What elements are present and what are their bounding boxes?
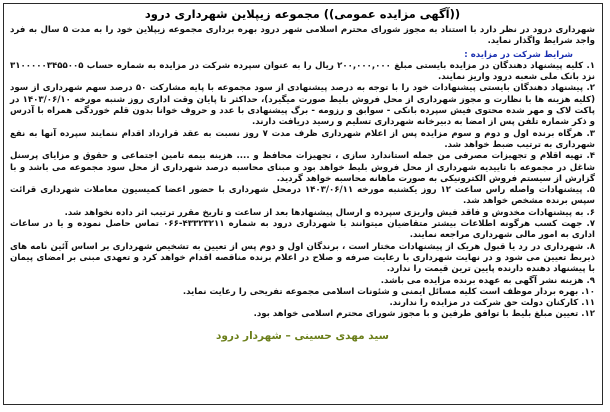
condition-item: ۵. پیشنهادات واصله راس ساعت ۱۲ روز یکشنبه مورخه ۱۴۰۳/۰۶/۱۱ درمحل شهرداری با حضور اعضا کمیسیون معاملات شهرداری قرائت سپس برنده مشخص خواهد شد. bbox=[10, 185, 595, 207]
notice-body bbox=[4, 4, 602, 343]
notice-intro: شهرداری درود در نظر دارد با استناد به مجوز شورای محترم اسلامی شهر درود بهره برداری مجموعه زیپلاین خود را به مدت ۵ سال به فرد واجد شرایط واگذار نماید. bbox=[10, 25, 596, 47]
condition-item: ۲. پیشنهاد دهندگان بایستی پیشنهادات خود را با توجه به درصد پیشنهادی از سود مجموعه با پایه مشارکت ۵۰ درصد سهم شهرداری از سود (کلیه هزینه ها با نظارت و مجوز شهرداری از محل فروش بلیط صورت میگیرد)، حداکثر تا پایان وقت اداری روز شنبه مورخه ۱۴۰۳/۰۶/۱۰ در پاکت لاک و مهر شده محتوی فیش سپرده بانکی - سوابق و رزومه - برگ پیشنهادی با عدد و حروف خوانا بدون قلم خوردگی همراه با آدرس و ذکر شماره تلفن پس از امضا به دبیرخانه شهرداری تسلیم و رسید دریافت دارند. bbox=[10, 83, 595, 128]
condition-item: ۱۱. کارکنان دولت حق شرکت در مزایده را ندارند. bbox=[389, 298, 595, 309]
condition-item: ۳. هرگاه برنده اول و دوم و سوم مزایده پس از اعلام شهرداری ظرف مدت ۷ روز نسبت به عقد قرارداد اقدام ننمایند سپرده آنها به نفع شهرداری به ترتیب ضبط خواهد شد. bbox=[10, 128, 595, 150]
conditions-list bbox=[10, 61, 595, 321]
condition-item: ۱۰. بهره بردار موظف است کلیه مسائل ایمنی و شئونات اسلامی مجموعه تفریحی را رعایت نماید. bbox=[182, 286, 595, 297]
conditions-heading: شرایط شرکت در مزایده : bbox=[464, 49, 573, 60]
condition-item: ۱. کلیه پیشنهاد دهندگان در مزایده بایستی مبلغ ۲۰۰,۰۰۰,۰۰۰ ریال را به عنوان سپرده شرکت در مزایده به شماره حساب ۳۱۰۰۰۰۰۳۴۵۵۰۰۵ نزد بانک ملی شعبه درود واریز نمایند. bbox=[10, 60, 595, 83]
notice-title: ((آگهی مزایده عمومی)) مجموعه زیپلاین شهرداری درود bbox=[144, 7, 461, 21]
auction-notice bbox=[3, 3, 603, 405]
condition-item: ۱۲. تعیین مبلغ بلیط با توافق طرفین و با مجوز شورای محترم اسلامی خواهد بود. bbox=[253, 309, 595, 320]
condition-item: ۹. هزینه نشر آگهی به عهده برنده مزایده می باشد. bbox=[380, 275, 595, 286]
mayor-signature: سید مهدی حسینی – شهردار درود bbox=[216, 329, 389, 342]
condition-item: ۸. شهرداری در رد یا قبول هریک از پیشنهادات مختار است ، برندگان اول و دوم پس از تعیین به تشخیص شهرداری بر اساس آئین نامه های ذیربط تعیین می شود و در نهایت شهرداری با رعایت صرفه و صلاح در اعلام برنده مناقصه اقدام خواهد کرد و تعهدی مبنی بر امضای پیمان با پیشنهاد دهنده دارنده پایین ترین قیمت را ندارد. bbox=[10, 241, 595, 275]
condition-item: ۷. جهت کسب هرگونه اطلاعات بیشتر متقاضیان میتوانند با شهرداری درود به شماره ۴۳۳۲۳۲۱۱-۰۶۶ تماس حاصل نموده و یا در ساعات اداری به امور مالی شهرداری مراجعه نمایند. bbox=[10, 219, 595, 241]
condition-item: ۶. به پیشنهادات مخدوش و فاقد فیش واریزی سپرده و ارسال پیشنهادها بعد از ساعت و تاریخ مقرر ترتیب اثر داده نخواهد شد. bbox=[64, 207, 595, 218]
condition-item: ۴. تهیه اقلام و تجهیزات مصرفی من جمله استاندارد سازی ، تجهیزات محافظ و .... هزینه بیمه تامین اجتماعی و حقوق و مزایای پرسنل شاغل در مجموعه با تاییدیه شهرداری از محل فروش بلیط خواهد بود و مبنای محاسبه درصد شهرداری از محل سود مجموعه می باشد و با گزارش از سیستم فروش الکترونیکی به صورت ماهانه محاسبه خواهد گردید. bbox=[10, 151, 595, 184]
